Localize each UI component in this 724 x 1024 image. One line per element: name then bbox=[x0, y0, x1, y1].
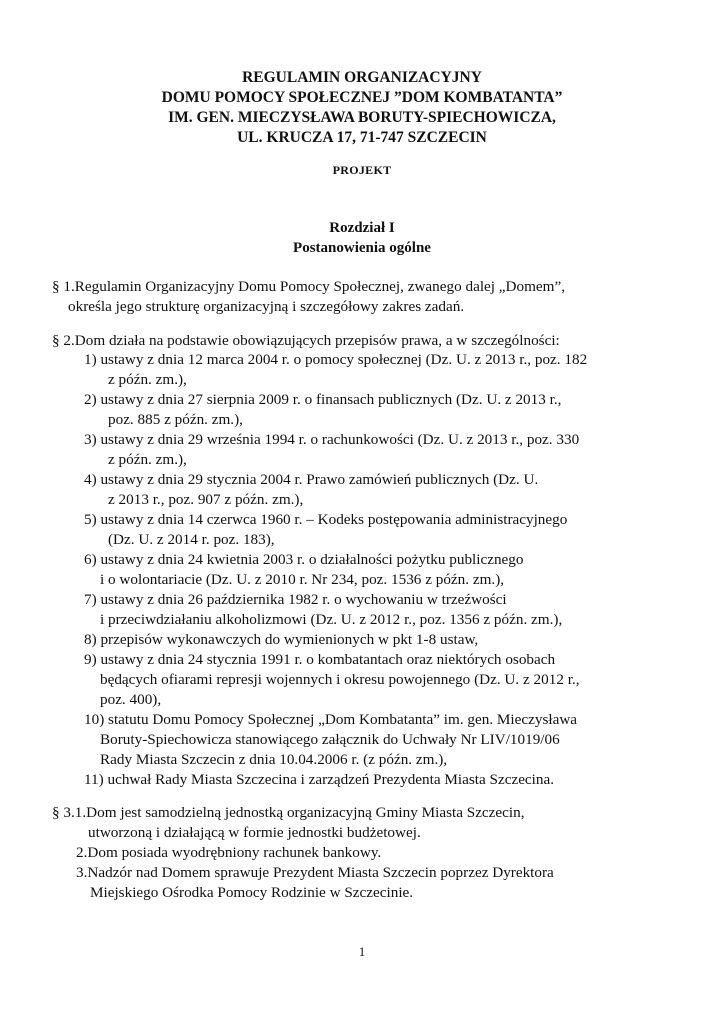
list-item-line: 10) statutu Domu Pomocy Społecznej „Dom Kombatanta” im. gen. Mieczysława bbox=[84, 711, 578, 728]
list-item-line: 2) ustawy z dnia 27 sierpnia 2009 r. o finansach publicznych (Dz. U. z 2013 r., bbox=[84, 391, 562, 408]
list-item-line: poz. 885 z późn. zm.), bbox=[108, 411, 243, 428]
list-item-line: z późn. zm.), bbox=[108, 371, 187, 388]
list-item bbox=[84, 470, 656, 510]
section-1-line: § 1.Regulamin Organizacyjny Domu Pomocy Społecznej, zwanego dalej „Domem”, bbox=[52, 278, 566, 295]
list-item bbox=[84, 590, 656, 630]
list-item bbox=[84, 390, 656, 430]
list-item-line: z 2013 r., poz. 907 z późn. zm.), bbox=[108, 491, 304, 508]
list-item-line: poz. 400), bbox=[100, 691, 162, 708]
list-item-line: 5) ustawy z dnia 14 czerwca 1960 r. – Kodeks postępowania administracyjnego bbox=[84, 511, 568, 528]
list-item bbox=[84, 550, 656, 590]
section-2-intro bbox=[50, 331, 656, 351]
list-item-line: 8) przepisów wykonawczych do wymienionych w pkt 1-8 ustaw, bbox=[84, 631, 479, 648]
list-item-line: i o wolontariacie (Dz. U. z 2010 r. Nr 234, poz. 1536 z późn. zm.), bbox=[100, 571, 505, 588]
list-item-line: Rady Miasta Szczecin z dnia 10.04.2006 r. (z późn. zm.), bbox=[100, 751, 448, 768]
document-title bbox=[0, 68, 724, 148]
list-item-line: 4) ustawy z dnia 29 stycznia 2004 r. Prawo zamówień publicznych (Dz. U. bbox=[84, 471, 539, 488]
list-item bbox=[84, 710, 656, 770]
chapter-heading bbox=[0, 218, 724, 258]
section-1 bbox=[50, 277, 656, 317]
list-item-line: Boruty-Spiechowicza stanowiącego załącznik do Uchwały Nr LIV/1019/06 bbox=[100, 731, 560, 748]
legal-basis-list bbox=[84, 350, 656, 790]
section-3-line: 3.Nadzór nad Domem sprawuje Prezydent Miasta Szczecin poprzez Dyrektora bbox=[76, 864, 554, 881]
list-item-line: 6) ustawy z dnia 24 kwietnia 2003 r. o działalności pożytku publicznego bbox=[84, 551, 524, 568]
section-3-line: utworzoną i działającą w formie jednostki budżetowej. bbox=[88, 824, 421, 841]
list-item-line: i przeciwdziałaniu alkoholizmowi (Dz. U. z 2012 r., poz. 1356 z późn. zm.), bbox=[100, 611, 563, 628]
list-item bbox=[84, 650, 656, 710]
title-line: UL. KRUCZA 17, 71-747 SZCZECIN bbox=[237, 129, 487, 146]
draft-label: PROJEKT bbox=[332, 163, 392, 177]
list-item-line: 11) uchwał Rady Miasta Szczecina i zarządzeń Prezydenta Miasta Szczecina. bbox=[84, 771, 555, 788]
section-3 bbox=[50, 803, 656, 903]
list-item-line: 3) ustawy z dnia 29 września 1994 r. o rachunkowości (Dz. U. z 2013 r., poz. 330 bbox=[84, 431, 580, 448]
title-line: DOMU POMOCY SPOŁECZNEJ ”DOM KOMBATANTA” bbox=[161, 89, 563, 106]
chapter-name: Postanowienia ogólne bbox=[293, 240, 431, 256]
section-3-line: 2.Dom posiada wyodrębniony rachunek bankowy. bbox=[76, 844, 382, 861]
section-1-line: określa jego strukturę organizacyjną i szczegółowy zakres zadań. bbox=[68, 298, 465, 315]
list-item bbox=[84, 350, 656, 390]
chapter-number: Rozdział I bbox=[329, 220, 395, 236]
list-item-line: (Dz. U. z 2014 r. poz. 183), bbox=[108, 531, 275, 548]
list-item-line: 7) ustawy z dnia 26 października 1982 r. o wychowaniu w trzeźwości bbox=[84, 591, 507, 608]
list-item bbox=[84, 630, 656, 650]
list-item bbox=[84, 430, 656, 470]
section-3-line: Miejskiego Ośrodka Pomocy Rodzinie w Szczecinie. bbox=[90, 884, 414, 901]
title-line: REGULAMIN ORGANIZACYJNY bbox=[242, 69, 482, 86]
list-item-line: 9) ustawy z dnia 24 stycznia 1991 r. o kombatantach oraz niektórych osobach bbox=[84, 651, 556, 668]
section-3-line: § 3.1.Dom jest samodzielną jednostką organizacyjną Gminy Miasta Szczecin, bbox=[52, 804, 525, 821]
list-item-line: 1) ustawy z dnia 12 marca 2004 r. o pomocy społecznej (Dz. U. z 2013 r., poz. 182 bbox=[84, 351, 588, 368]
list-item bbox=[84, 770, 656, 790]
section-2-intro-text: § 2.Dom działa na podstawie obowiązujących przepisów prawa, a w szczególności: bbox=[52, 332, 560, 349]
title-line: IM. GEN. MIECZYSŁAWA BORUTY-SPIECHOWICZA, bbox=[168, 109, 556, 126]
list-item-line: z późn. zm.), bbox=[108, 451, 187, 468]
list-item-line: będących ofiarami represji wojennych i okresu powojennego (Dz. U. z 2012 r., bbox=[100, 671, 580, 688]
page-number: 1 bbox=[358, 944, 366, 959]
list-item bbox=[84, 510, 656, 550]
